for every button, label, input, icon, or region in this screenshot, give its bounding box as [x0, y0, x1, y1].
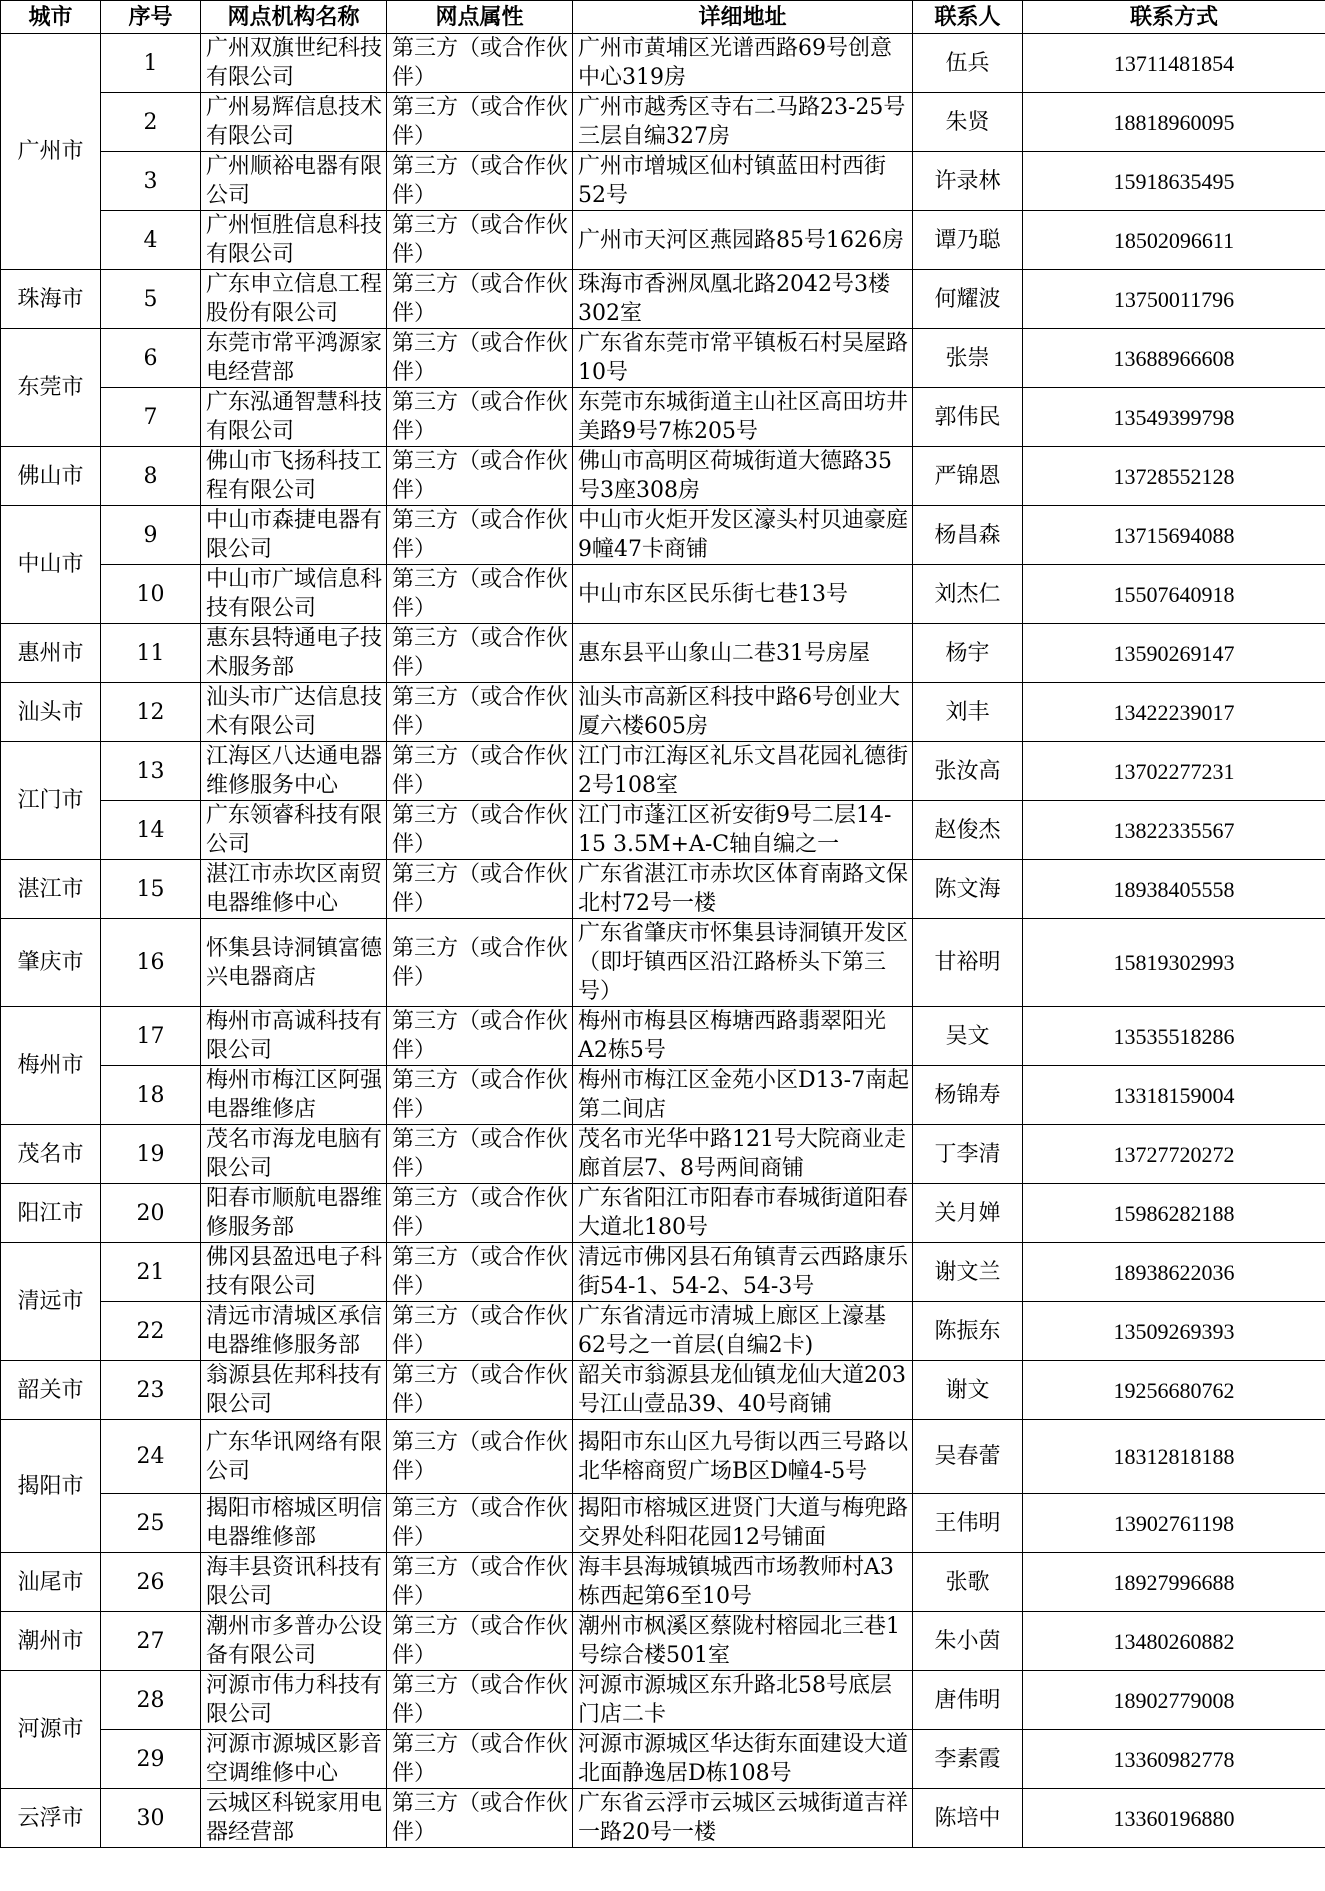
cell-name: 茂名市海龙电脑有限公司	[201, 1125, 387, 1184]
cell-city: 湛江市	[1, 860, 101, 919]
table-row	[1, 683, 1325, 742]
cell-attribute: 第三方（或合作伙伴）	[387, 506, 573, 565]
cell-name: 广东申立信息工程股份有限公司	[201, 270, 387, 329]
cell-contact-phone: 13702277231	[1023, 742, 1325, 801]
cell-contact-phone: 18938622036	[1023, 1243, 1325, 1302]
cell-city: 茂名市	[1, 1125, 101, 1184]
cell-contact-person: 唐伟明	[913, 1671, 1023, 1730]
cell-city: 韶关市	[1, 1361, 101, 1420]
cell-contact-phone: 18902779008	[1023, 1671, 1325, 1730]
cell-contact-person: 许录林	[913, 152, 1023, 211]
cell-no: 8	[101, 447, 201, 506]
cell-name: 广东泓通智慧科技有限公司	[201, 388, 387, 447]
cell-address: 佛山市高明区荷城街道大德路35号3座308房	[573, 447, 913, 506]
cell-address: 汕头市高新区科技中路6号创业大厦六楼605房	[573, 683, 913, 742]
cell-no: 9	[101, 506, 201, 565]
cell-address: 广州市黄埔区光谱西路69号创意中心319房	[573, 34, 913, 93]
cell-contact-person: 张崇	[913, 329, 1023, 388]
cell-no: 10	[101, 565, 201, 624]
cell-name: 广东领睿科技有限公司	[201, 801, 387, 860]
cell-contact-phone: 13549399798	[1023, 388, 1325, 447]
cell-name: 翁源县佐邦科技有限公司	[201, 1361, 387, 1420]
cell-city: 惠州市	[1, 624, 101, 683]
cell-no: 4	[101, 211, 201, 270]
cell-no: 2	[101, 93, 201, 152]
cell-attribute: 第三方（或合作伙伴）	[387, 860, 573, 919]
cell-contact-person: 丁李清	[913, 1125, 1023, 1184]
cell-attribute: 第三方（或合作伙伴）	[387, 683, 573, 742]
table-row	[1, 1243, 1325, 1302]
header-name: 网点机构名称	[201, 1, 387, 34]
cell-no: 16	[101, 919, 201, 1007]
cell-attribute: 第三方（或合作伙伴）	[387, 1066, 573, 1125]
cell-no: 19	[101, 1125, 201, 1184]
cell-contact-phone: 13711481854	[1023, 34, 1325, 93]
cell-name: 广州易辉信息技术有限公司	[201, 93, 387, 152]
cell-contact-phone: 13480260882	[1023, 1612, 1325, 1671]
cell-attribute: 第三方（或合作伙伴）	[387, 1361, 573, 1420]
cell-contact-person: 朱小茵	[913, 1612, 1023, 1671]
cell-attribute: 第三方（或合作伙伴）	[387, 211, 573, 270]
cell-attribute: 第三方（或合作伙伴）	[387, 1243, 573, 1302]
cell-no: 5	[101, 270, 201, 329]
cell-address: 广东省清远市清城上廊区上濠基62号之一首层(自编2卡)	[573, 1302, 913, 1361]
cell-no: 21	[101, 1243, 201, 1302]
cell-contact-person: 杨昌森	[913, 506, 1023, 565]
cell-contact-phone: 13590269147	[1023, 624, 1325, 683]
cell-no: 17	[101, 1007, 201, 1066]
cell-name: 怀集县诗洞镇富德兴电器商店	[201, 919, 387, 1007]
cell-no: 22	[101, 1302, 201, 1361]
cell-city: 中山市	[1, 506, 101, 624]
cell-contact-person: 杨宇	[913, 624, 1023, 683]
cell-city: 佛山市	[1, 447, 101, 506]
cell-no: 15	[101, 860, 201, 919]
cell-attribute: 第三方（或合作伙伴）	[387, 624, 573, 683]
cell-city: 广州市	[1, 34, 101, 270]
cell-contact-phone: 18502096611	[1023, 211, 1325, 270]
cell-name: 佛山市飞扬科技工程有限公司	[201, 447, 387, 506]
cell-attribute: 第三方（或合作伙伴）	[387, 152, 573, 211]
header-no: 序号	[101, 1, 201, 34]
cell-no: 29	[101, 1730, 201, 1789]
cell-address: 中山市东区民乐街七巷13号	[573, 565, 913, 624]
cell-address: 广东省云浮市云城区云城街道吉祥一路20号一楼	[573, 1789, 913, 1848]
cell-contact-person: 关月婵	[913, 1184, 1023, 1243]
cell-city: 清远市	[1, 1243, 101, 1361]
cell-contact-person: 严锦恩	[913, 447, 1023, 506]
cell-name: 惠东县特通电子技术服务部	[201, 624, 387, 683]
cell-address: 江门市江海区礼乐文昌花园礼德街2号108室	[573, 742, 913, 801]
table-row	[1, 329, 1325, 388]
cell-contact-person: 伍兵	[913, 34, 1023, 93]
cell-contact-phone: 13902761198	[1023, 1494, 1325, 1553]
cell-attribute: 第三方（或合作伙伴）	[387, 1420, 573, 1494]
cell-name: 河源市伟力科技有限公司	[201, 1671, 387, 1730]
cell-city: 阳江市	[1, 1184, 101, 1243]
table-row	[1, 1302, 1325, 1361]
cell-contact-phone: 19256680762	[1023, 1361, 1325, 1420]
cell-address: 广东省东莞市常平镇板石村吴屋路10号	[573, 329, 913, 388]
cell-attribute: 第三方（或合作伙伴）	[387, 1553, 573, 1612]
table-row	[1, 1789, 1325, 1848]
cell-address: 中山市火炬开发区濠头村贝迪豪庭9幢47卡商铺	[573, 506, 913, 565]
cell-contact-person: 陈文海	[913, 860, 1023, 919]
cell-attribute: 第三方（或合作伙伴）	[387, 1007, 573, 1066]
cell-no: 6	[101, 329, 201, 388]
cell-no: 7	[101, 388, 201, 447]
cell-attribute: 第三方（或合作伙伴）	[387, 1789, 573, 1848]
header-city: 城市	[1, 1, 101, 34]
cell-name: 云城区科锐家用电器经营部	[201, 1789, 387, 1848]
table-row	[1, 860, 1325, 919]
table-row	[1, 1007, 1325, 1066]
table-row	[1, 624, 1325, 683]
cell-address: 梅州市梅县区梅塘西路翡翠阳光A2栋5号	[573, 1007, 913, 1066]
cell-contact-phone: 13715694088	[1023, 506, 1325, 565]
cell-no: 14	[101, 801, 201, 860]
cell-no: 30	[101, 1789, 201, 1848]
cell-contact-person: 谭乃聪	[913, 211, 1023, 270]
cell-name: 梅州市梅江区阿强电器维修店	[201, 1066, 387, 1125]
cell-contact-phone: 13688966608	[1023, 329, 1325, 388]
cell-attribute: 第三方（或合作伙伴）	[387, 1494, 573, 1553]
cell-contact-phone: 18927996688	[1023, 1553, 1325, 1612]
cell-contact-person: 吴文	[913, 1007, 1023, 1066]
table-row	[1, 211, 1325, 270]
table-row	[1, 801, 1325, 860]
cell-attribute: 第三方（或合作伙伴）	[387, 1671, 573, 1730]
cell-contact-phone: 18818960095	[1023, 93, 1325, 152]
header-row	[1, 1, 1325, 34]
cell-attribute: 第三方（或合作伙伴）	[387, 270, 573, 329]
cell-name: 广东华讯网络有限公司	[201, 1420, 387, 1494]
cell-name: 梅州市高诚科技有限公司	[201, 1007, 387, 1066]
cell-contact-phone: 13727720272	[1023, 1125, 1325, 1184]
cell-attribute: 第三方（或合作伙伴）	[387, 388, 573, 447]
cell-no: 24	[101, 1420, 201, 1494]
cell-attribute: 第三方（或合作伙伴）	[387, 1612, 573, 1671]
cell-attribute: 第三方（或合作伙伴）	[387, 565, 573, 624]
cell-no: 25	[101, 1494, 201, 1553]
cell-contact-person: 朱贤	[913, 93, 1023, 152]
cell-attribute: 第三方（或合作伙伴）	[387, 801, 573, 860]
table-body	[1, 34, 1325, 1848]
cell-city: 肇庆市	[1, 919, 101, 1007]
cell-attribute: 第三方（或合作伙伴）	[387, 742, 573, 801]
cell-no: 11	[101, 624, 201, 683]
cell-address: 广东省肇庆市怀集县诗洞镇开发区（即圩镇西区沿江路桥头下第三号）	[573, 919, 913, 1007]
cell-contact-phone: 15986282188	[1023, 1184, 1325, 1243]
header-address: 详细地址	[573, 1, 913, 34]
cell-address: 广州市越秀区寺右二马路23-25号三层自编327房	[573, 93, 913, 152]
cell-address: 江门市蓬江区祈安街9号二层14-15 3.5M+A-C轴自编之一	[573, 801, 913, 860]
cell-name: 广州顺裕电器有限公司	[201, 152, 387, 211]
header-attribute: 网点属性	[387, 1, 573, 34]
cell-name: 阳春市顺航电器维修服务部	[201, 1184, 387, 1243]
table-row	[1, 1125, 1325, 1184]
cell-contact-person: 何耀波	[913, 270, 1023, 329]
cell-name: 佛冈县盈迅电子科技有限公司	[201, 1243, 387, 1302]
cell-city: 汕头市	[1, 683, 101, 742]
table-row	[1, 447, 1325, 506]
table-row	[1, 34, 1325, 93]
table-row	[1, 1361, 1325, 1420]
table-row	[1, 152, 1325, 211]
header-contact-person: 联系人	[913, 1, 1023, 34]
cell-address: 揭阳市东山区九号街以西三号路以北华榕商贸广场B区D幢4-5号	[573, 1420, 913, 1494]
cell-contact-phone: 15918635495	[1023, 152, 1325, 211]
cell-no: 3	[101, 152, 201, 211]
cell-contact-person: 王伟明	[913, 1494, 1023, 1553]
table-row	[1, 506, 1325, 565]
cell-address: 海丰县海城镇城西市场教师村A3栋西起第6至10号	[573, 1553, 913, 1612]
cell-city: 揭阳市	[1, 1420, 101, 1553]
cell-city: 潮州市	[1, 1612, 101, 1671]
table-row	[1, 270, 1325, 329]
cell-contact-person: 甘裕明	[913, 919, 1023, 1007]
cell-no: 18	[101, 1066, 201, 1125]
cell-contact-phone: 13360196880	[1023, 1789, 1325, 1848]
cell-address: 清远市佛冈县石角镇青云西路康乐街54-1、54-2、54-3号	[573, 1243, 913, 1302]
cell-attribute: 第三方（或合作伙伴）	[387, 1125, 573, 1184]
table-row	[1, 1730, 1325, 1789]
cell-attribute: 第三方（或合作伙伴）	[387, 1184, 573, 1243]
cell-address: 茂名市光华中路121号大院商业走廊首层7、8号两间商铺	[573, 1125, 913, 1184]
cell-city: 珠海市	[1, 270, 101, 329]
cell-name: 广州双旗世纪科技有限公司	[201, 34, 387, 93]
cell-name: 江海区八达通电器维修服务中心	[201, 742, 387, 801]
cell-attribute: 第三方（或合作伙伴）	[387, 329, 573, 388]
cell-contact-person: 郭伟民	[913, 388, 1023, 447]
cell-city: 江门市	[1, 742, 101, 860]
cell-contact-person: 张歌	[913, 1553, 1023, 1612]
cell-contact-person: 陈培中	[913, 1789, 1023, 1848]
cell-no: 26	[101, 1553, 201, 1612]
cell-contact-phone: 18938405558	[1023, 860, 1325, 919]
cell-attribute: 第三方（或合作伙伴）	[387, 447, 573, 506]
table-row	[1, 565, 1325, 624]
cell-name: 中山市森捷电器有限公司	[201, 506, 387, 565]
cell-contact-person: 吴春蕾	[913, 1420, 1023, 1494]
table-row	[1, 1494, 1325, 1553]
cell-name: 湛江市赤坎区南贸电器维修中心	[201, 860, 387, 919]
cell-city: 云浮市	[1, 1789, 101, 1848]
cell-name: 海丰县资讯科技有限公司	[201, 1553, 387, 1612]
cell-address: 韶关市翁源县龙仙镇龙仙大道203号江山壹品39、40号商铺	[573, 1361, 913, 1420]
cell-contact-phone: 13360982778	[1023, 1730, 1325, 1789]
cell-city: 梅州市	[1, 1007, 101, 1125]
cell-contact-phone: 13728552128	[1023, 447, 1325, 506]
cell-contact-person: 刘杰仁	[913, 565, 1023, 624]
cell-address: 惠东县平山象山二巷31号房屋	[573, 624, 913, 683]
cell-no: 27	[101, 1612, 201, 1671]
cell-attribute: 第三方（或合作伙伴）	[387, 93, 573, 152]
table-row	[1, 1420, 1325, 1494]
cell-no: 20	[101, 1184, 201, 1243]
cell-no: 1	[101, 34, 201, 93]
cell-contact-phone: 13318159004	[1023, 1066, 1325, 1125]
cell-attribute: 第三方（或合作伙伴）	[387, 919, 573, 1007]
cell-address: 广东省湛江市赤坎区体育南路文保北村72号一楼	[573, 860, 913, 919]
table-row	[1, 93, 1325, 152]
table-row	[1, 919, 1325, 1007]
table-row	[1, 1553, 1325, 1612]
cell-address: 东莞市东城街道主山社区高田坊井美路9号7栋205号	[573, 388, 913, 447]
cell-attribute: 第三方（或合作伙伴）	[387, 1302, 573, 1361]
cell-contact-person: 陈振东	[913, 1302, 1023, 1361]
cell-name: 中山市广域信息科技有限公司	[201, 565, 387, 624]
cell-name: 东莞市常平鸿源家电经营部	[201, 329, 387, 388]
cell-city: 汕尾市	[1, 1553, 101, 1612]
cell-contact-phone: 13822335567	[1023, 801, 1325, 860]
cell-contact-person: 李素霞	[913, 1730, 1023, 1789]
cell-address: 梅州市梅江区金苑小区D13-7南起第二间店	[573, 1066, 913, 1125]
table-row	[1, 742, 1325, 801]
cell-contact-person: 谢文	[913, 1361, 1023, 1420]
cell-name: 广州恒胜信息科技有限公司	[201, 211, 387, 270]
cell-address: 广东省阳江市阳春市春城街道阳春大道北180号	[573, 1184, 913, 1243]
cell-address: 揭阳市榕城区进贤门大道与梅兜路交界处科阳花园12号铺面	[573, 1494, 913, 1553]
cell-name: 揭阳市榕城区明信电器维修部	[201, 1494, 387, 1553]
table-row	[1, 1184, 1325, 1243]
cell-contact-phone: 18312818188	[1023, 1420, 1325, 1494]
cell-no: 23	[101, 1361, 201, 1420]
cell-contact-phone: 13535518286	[1023, 1007, 1325, 1066]
cell-name: 潮州市多普办公设备有限公司	[201, 1612, 387, 1671]
cell-address: 广州市天河区燕园路85号1626房	[573, 211, 913, 270]
cell-name: 清远市清城区承信电器维修服务部	[201, 1302, 387, 1361]
cell-contact-phone: 15819302993	[1023, 919, 1325, 1007]
cell-city: 河源市	[1, 1671, 101, 1789]
cell-address: 珠海市香洲凤凰北路2042号3楼302室	[573, 270, 913, 329]
cell-address: 河源市源城区华达街东面建设大道北面静逸居D栋108号	[573, 1730, 913, 1789]
cell-no: 28	[101, 1671, 201, 1730]
cell-no: 13	[101, 742, 201, 801]
cell-no: 12	[101, 683, 201, 742]
table-row	[1, 1671, 1325, 1730]
cell-contact-person: 谢文兰	[913, 1243, 1023, 1302]
cell-contact-phone: 15507640918	[1023, 565, 1325, 624]
table-row	[1, 1612, 1325, 1671]
header-contact-phone: 联系方式	[1023, 1, 1325, 34]
cell-attribute: 第三方（或合作伙伴）	[387, 34, 573, 93]
cell-contact-person: 刘丰	[913, 683, 1023, 742]
table-row	[1, 1066, 1325, 1125]
cell-city: 东莞市	[1, 329, 101, 447]
cell-contact-phone: 13422239017	[1023, 683, 1325, 742]
cell-attribute: 第三方（或合作伙伴）	[387, 1730, 573, 1789]
cell-contact-phone: 13750011796	[1023, 270, 1325, 329]
cell-contact-person: 杨锦寿	[913, 1066, 1023, 1125]
cell-address: 河源市源城区东升路北58号底层门店二卡	[573, 1671, 913, 1730]
cell-contact-phone: 13509269393	[1023, 1302, 1325, 1361]
cell-name: 河源市源城区影音空调维修中心	[201, 1730, 387, 1789]
cell-contact-person: 赵俊杰	[913, 801, 1023, 860]
cell-name: 汕头市广达信息技术有限公司	[201, 683, 387, 742]
cell-address: 潮州市枫溪区蔡陇村榕园北三巷1号综合楼501室	[573, 1612, 913, 1671]
cell-address: 广州市增城区仙村镇蓝田村西街52号	[573, 152, 913, 211]
cell-contact-person: 张汝高	[913, 742, 1023, 801]
table-row	[1, 388, 1325, 447]
